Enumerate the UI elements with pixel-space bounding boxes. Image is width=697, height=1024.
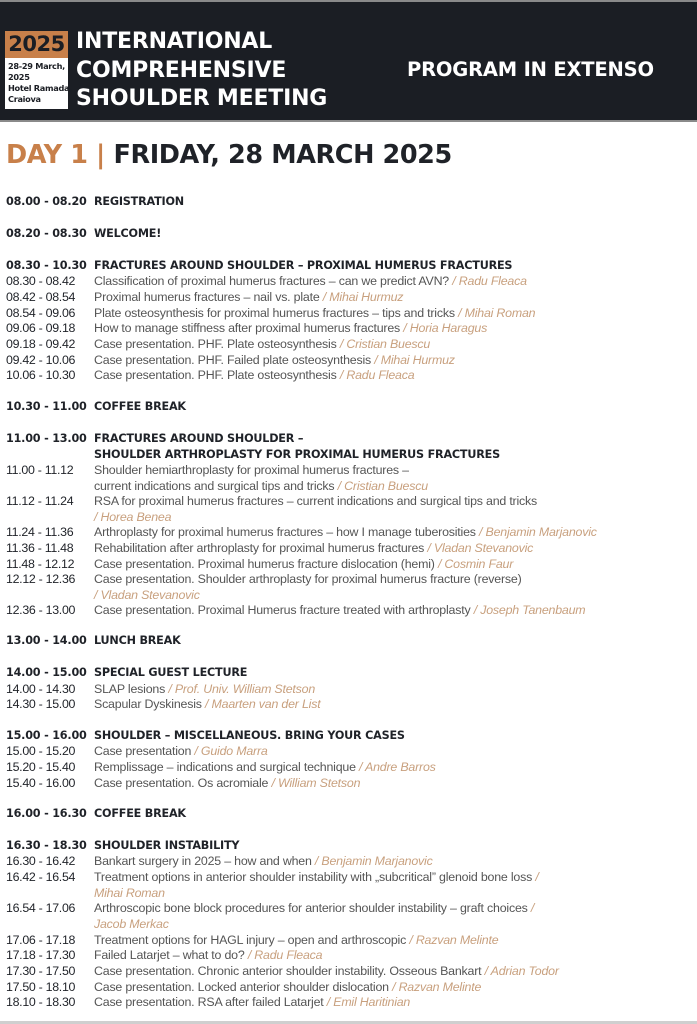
- time-range: 13.00 - 14.00: [6, 634, 87, 647]
- time-range: 11.48 - 12.12: [6, 557, 75, 571]
- time-range: 09.18 - 09.42: [6, 337, 76, 351]
- time-range: 18.10 - 18.30: [6, 995, 76, 1009]
- title-text: FRACTURES AROUND SHOULDER – PROXIMAL HUMERUS FRACTURES: [94, 259, 513, 272]
- time-range: 08.30 - 10.30: [6, 259, 87, 272]
- time-range: 15.20 - 15.40: [6, 760, 76, 774]
- title-text: SHOULDER – MISCELLANEOUS. BRING YOUR CASES: [94, 729, 405, 742]
- speaker-name: / Mihai Hurmuz: [374, 353, 455, 367]
- session-title: [94, 806, 186, 822]
- speaker-name: / Cristian Buescu: [337, 479, 428, 493]
- title-text-line2: SHOULDER ARTHROPLASTY FOR PROXIMAL HUMERUS FRACTURES: [94, 448, 500, 461]
- title-text: Proximal humerus fractures – nail vs. plate: [94, 290, 320, 304]
- time-range: 14.00 - 15.00: [6, 666, 87, 679]
- speaker-separator: /: [535, 870, 539, 884]
- speaker-name: / Benjamin Marjanovic: [479, 525, 597, 539]
- title-text: REGISTRATION: [94, 195, 184, 208]
- talk-title: [94, 994, 410, 1010]
- speaker-name: / Vladan Stevanovic: [94, 588, 200, 602]
- title-text: Scapular Dyskinesis: [94, 697, 202, 711]
- talk-title: [94, 743, 268, 759]
- title-text: Case presentation. PHF. Plate osteosynthesis: [94, 337, 337, 351]
- speaker-name: / Adrian Todor: [484, 964, 559, 978]
- speaker-name: / Emil Haritinian: [326, 995, 411, 1009]
- talk-title: [94, 273, 527, 289]
- speaker-name: / Joseph Tanenbaum: [473, 603, 586, 617]
- title-text: Case presentation. Locked anterior shoulder dislocation: [94, 980, 389, 994]
- time-range: 17.06 - 17.18: [6, 933, 76, 947]
- program-label: PROGRAM IN EXTENSO: [407, 58, 654, 81]
- title-text: Remplissage – indications and surgical technique: [94, 760, 356, 774]
- title-text: Case presentation. RSA after failed Latarjet: [94, 995, 324, 1009]
- event-logo: [5, 31, 73, 109]
- time-range: 08.20 - 08.30: [6, 227, 87, 240]
- time-range: 15.40 - 16.00: [6, 776, 76, 790]
- time-range: 09.06 - 09.18: [6, 321, 76, 335]
- speaker-name: / Cosmin Faur: [437, 557, 514, 571]
- speaker-name: / William Stetson: [271, 776, 361, 790]
- time-range: 10.06 - 10.30: [6, 368, 76, 382]
- time-range: 17.18 - 17.30: [6, 948, 76, 962]
- day-date: FRIDAY, 28 MARCH 2025: [113, 140, 452, 170]
- title-text: Case presentation. Shoulder arthroplasty for proximal humerus fracture (reverse): [94, 572, 522, 586]
- speaker-name: / Horia Haragus: [403, 321, 488, 335]
- time-range: 09.42 - 10.06: [6, 353, 76, 367]
- time-range: 15.00 - 15.20: [6, 744, 76, 758]
- title-text: Case presentation. Proximal Humerus fracture treated with arthroplasty: [94, 603, 471, 617]
- speaker-name: / Benjamin Marjanovic: [314, 854, 433, 868]
- talk-title: [94, 869, 539, 901]
- logo-info-line: Hotel Ramada,: [8, 83, 73, 93]
- talk-title: [94, 305, 535, 321]
- talk-title: [94, 493, 537, 525]
- logo-year: 2025: [5, 31, 68, 58]
- title-text: Classification of proximal humerus fractures – can we predict AVN?: [94, 274, 450, 288]
- talk-title: [94, 602, 585, 618]
- talk-title: [94, 759, 436, 775]
- talk-title: [94, 289, 403, 305]
- meeting-title-line: INTERNATIONAL: [76, 29, 273, 54]
- title-text: Case presentation. Proximal humerus fracture dislocation (hemi): [94, 557, 435, 571]
- time-range: 10.30 - 11.00: [6, 400, 87, 413]
- title-text: Failed Latarjet – what to do?: [94, 948, 245, 962]
- session-title: [94, 728, 405, 744]
- session-title: [94, 399, 186, 415]
- time-range: 08.30 - 08.42: [6, 274, 76, 288]
- time-range: 11.00 - 13.00: [6, 432, 87, 445]
- speaker-name: / Vladan Stevanovic: [427, 541, 534, 555]
- title-text: COFFEE BREAK: [94, 807, 186, 820]
- session-title: [94, 633, 181, 649]
- title-text: RSA for proximal humerus fractures – current indications and surgical tips and tricks: [94, 494, 538, 508]
- title-text: How to manage stiffness after proximal humerus fractures: [94, 321, 401, 335]
- time-range: 11.00 - 11.12: [6, 463, 74, 477]
- speaker-name: Mihai Roman: [94, 886, 165, 900]
- logo-info: [5, 58, 73, 109]
- time-range: 16.30 - 18.30: [6, 839, 87, 852]
- session-title: [94, 838, 239, 854]
- time-range: 15.00 - 16.00: [6, 729, 87, 742]
- logo-info-line: 2025: [8, 72, 30, 82]
- session-title: [94, 258, 512, 274]
- talk-title: [94, 320, 487, 336]
- title-text: FRACTURES AROUND SHOULDER –: [94, 432, 304, 445]
- title-text: SPECIAL GUEST LECTURE: [94, 666, 248, 679]
- speaker-name: / Cristian Buescu: [339, 337, 431, 351]
- time-range: 14.00 - 14.30: [6, 682, 76, 696]
- session-title: [94, 194, 184, 210]
- talk-title: [94, 336, 430, 352]
- title-text: Treatment options for HAGL injury – open and arthroscopic: [94, 933, 407, 947]
- time-range: 12.36 - 13.00: [6, 603, 76, 617]
- title-text: SLAP lesions: [94, 682, 166, 696]
- meeting-title-line: SHOULDER MEETING: [76, 86, 328, 111]
- talk-title: [94, 775, 360, 791]
- time-range: 08.54 - 09.06: [6, 306, 76, 320]
- logo-info-line: 28-29 March,: [8, 61, 65, 71]
- speaker-name: / Razvan Melinte: [392, 980, 482, 994]
- title-text: Case presentation. Chronic anterior shoulder instability. Osseous Bankart: [94, 964, 482, 978]
- time-range: 16.00 - 16.30: [6, 807, 87, 820]
- speaker-name: / Radu Fleaca: [247, 948, 323, 962]
- speaker-name: / Andre Barros: [359, 760, 436, 774]
- title-text: SHOULDER INSTABILITY: [94, 839, 240, 852]
- title-text: LUNCH BREAK: [94, 634, 181, 647]
- time-range: 17.50 - 18.10: [6, 980, 76, 994]
- speaker-name: / Radu Fleaca: [339, 368, 415, 382]
- speaker-name: / Guido Marra: [194, 744, 268, 758]
- speaker-name: / Radu Fleaca: [452, 274, 527, 288]
- title-text: Bankart surgery in 2025 – how and when: [94, 854, 312, 868]
- speaker-name: / Mihai Roman: [458, 306, 536, 320]
- title-text: COFFEE BREAK: [94, 400, 186, 413]
- time-range: 08.00 - 08.20: [6, 195, 87, 208]
- time-range: 11.36 - 11.48: [6, 541, 74, 555]
- talk-title: [94, 352, 455, 368]
- talk-title: [94, 853, 433, 869]
- talk-title: [94, 556, 513, 572]
- title-text: Arthroscopic bone block procedures for anterior shoulder instability – graft choices: [94, 901, 528, 915]
- talk-title: [94, 979, 481, 995]
- time-range: 16.30 - 16.42: [6, 854, 76, 868]
- header-banner: [0, 0, 697, 122]
- session-title: [94, 665, 247, 681]
- speaker-name: / Horea Benea: [94, 510, 172, 524]
- speaker-name: Jacob Merkac: [94, 917, 169, 931]
- speaker-name: / Maarten van der List: [205, 697, 321, 711]
- title-text: Arthroplasty for proximal humerus fractures – how I manage tuberosities: [94, 525, 476, 539]
- time-range: 17.30 - 17.50: [6, 964, 76, 978]
- talk-title: [94, 540, 533, 556]
- day-number: DAY 1 |: [6, 140, 105, 170]
- time-range: 12.12 - 12.36: [6, 572, 76, 586]
- title-text: WELCOME!: [94, 227, 162, 240]
- time-range: 11.12 - 11.24: [6, 494, 74, 508]
- day-heading: [6, 139, 452, 171]
- speaker-name: / Razvan Melinte: [409, 933, 499, 947]
- time-range: 08.42 - 08.54: [6, 290, 76, 304]
- talk-title: [94, 932, 498, 948]
- talk-title: [94, 947, 322, 963]
- title-text: Treatment options in anterior shoulder instability with „subcritical” glenoid bone loss: [94, 870, 533, 884]
- time-range: 16.42 - 16.54: [6, 870, 76, 884]
- time-range: 11.24 - 11.36: [6, 525, 74, 539]
- talk-title: [94, 524, 597, 540]
- time-range: 16.54 - 17.06: [6, 901, 76, 915]
- talk-title: [94, 696, 320, 712]
- talk-title: [94, 681, 315, 697]
- session-title: [94, 431, 500, 463]
- talk-title: [94, 462, 428, 494]
- title-text: Shoulder hemiarthroplasty for proximal humerus fractures –: [94, 463, 409, 477]
- title-text: Plate osteosynthesis for proximal humerus fractures – tips and tricks: [94, 306, 455, 320]
- talk-title: [94, 900, 534, 932]
- speaker-separator: /: [530, 901, 535, 915]
- title-text: Case presentation. Os acromiale: [94, 776, 269, 790]
- title-text: Case presentation: [94, 744, 192, 758]
- meeting-title-line: COMPREHENSIVE: [76, 57, 287, 83]
- title-text-line2: current indications and surgical tips and tricks: [94, 479, 335, 493]
- session-title: [94, 226, 161, 242]
- meeting-title: [76, 28, 327, 114]
- talk-title: [94, 367, 414, 383]
- title-text: Case presentation. PHF. Failed plate osteosynthesis: [94, 353, 372, 367]
- title-text: Case presentation. PHF. Plate osteosynthesis: [94, 368, 337, 382]
- title-text: Rehabilitation after arthroplasty for proximal humerus fractures: [94, 541, 425, 555]
- speaker-name: / Prof. Univ. William Stetson: [168, 682, 316, 696]
- time-range: 14.30 - 15.00: [6, 697, 76, 711]
- talk-title: [94, 963, 559, 979]
- talk-title: [94, 571, 522, 603]
- logo-info-line: Craiova: [8, 94, 41, 104]
- speaker-name: / Mihai Hurmuz: [322, 290, 404, 304]
